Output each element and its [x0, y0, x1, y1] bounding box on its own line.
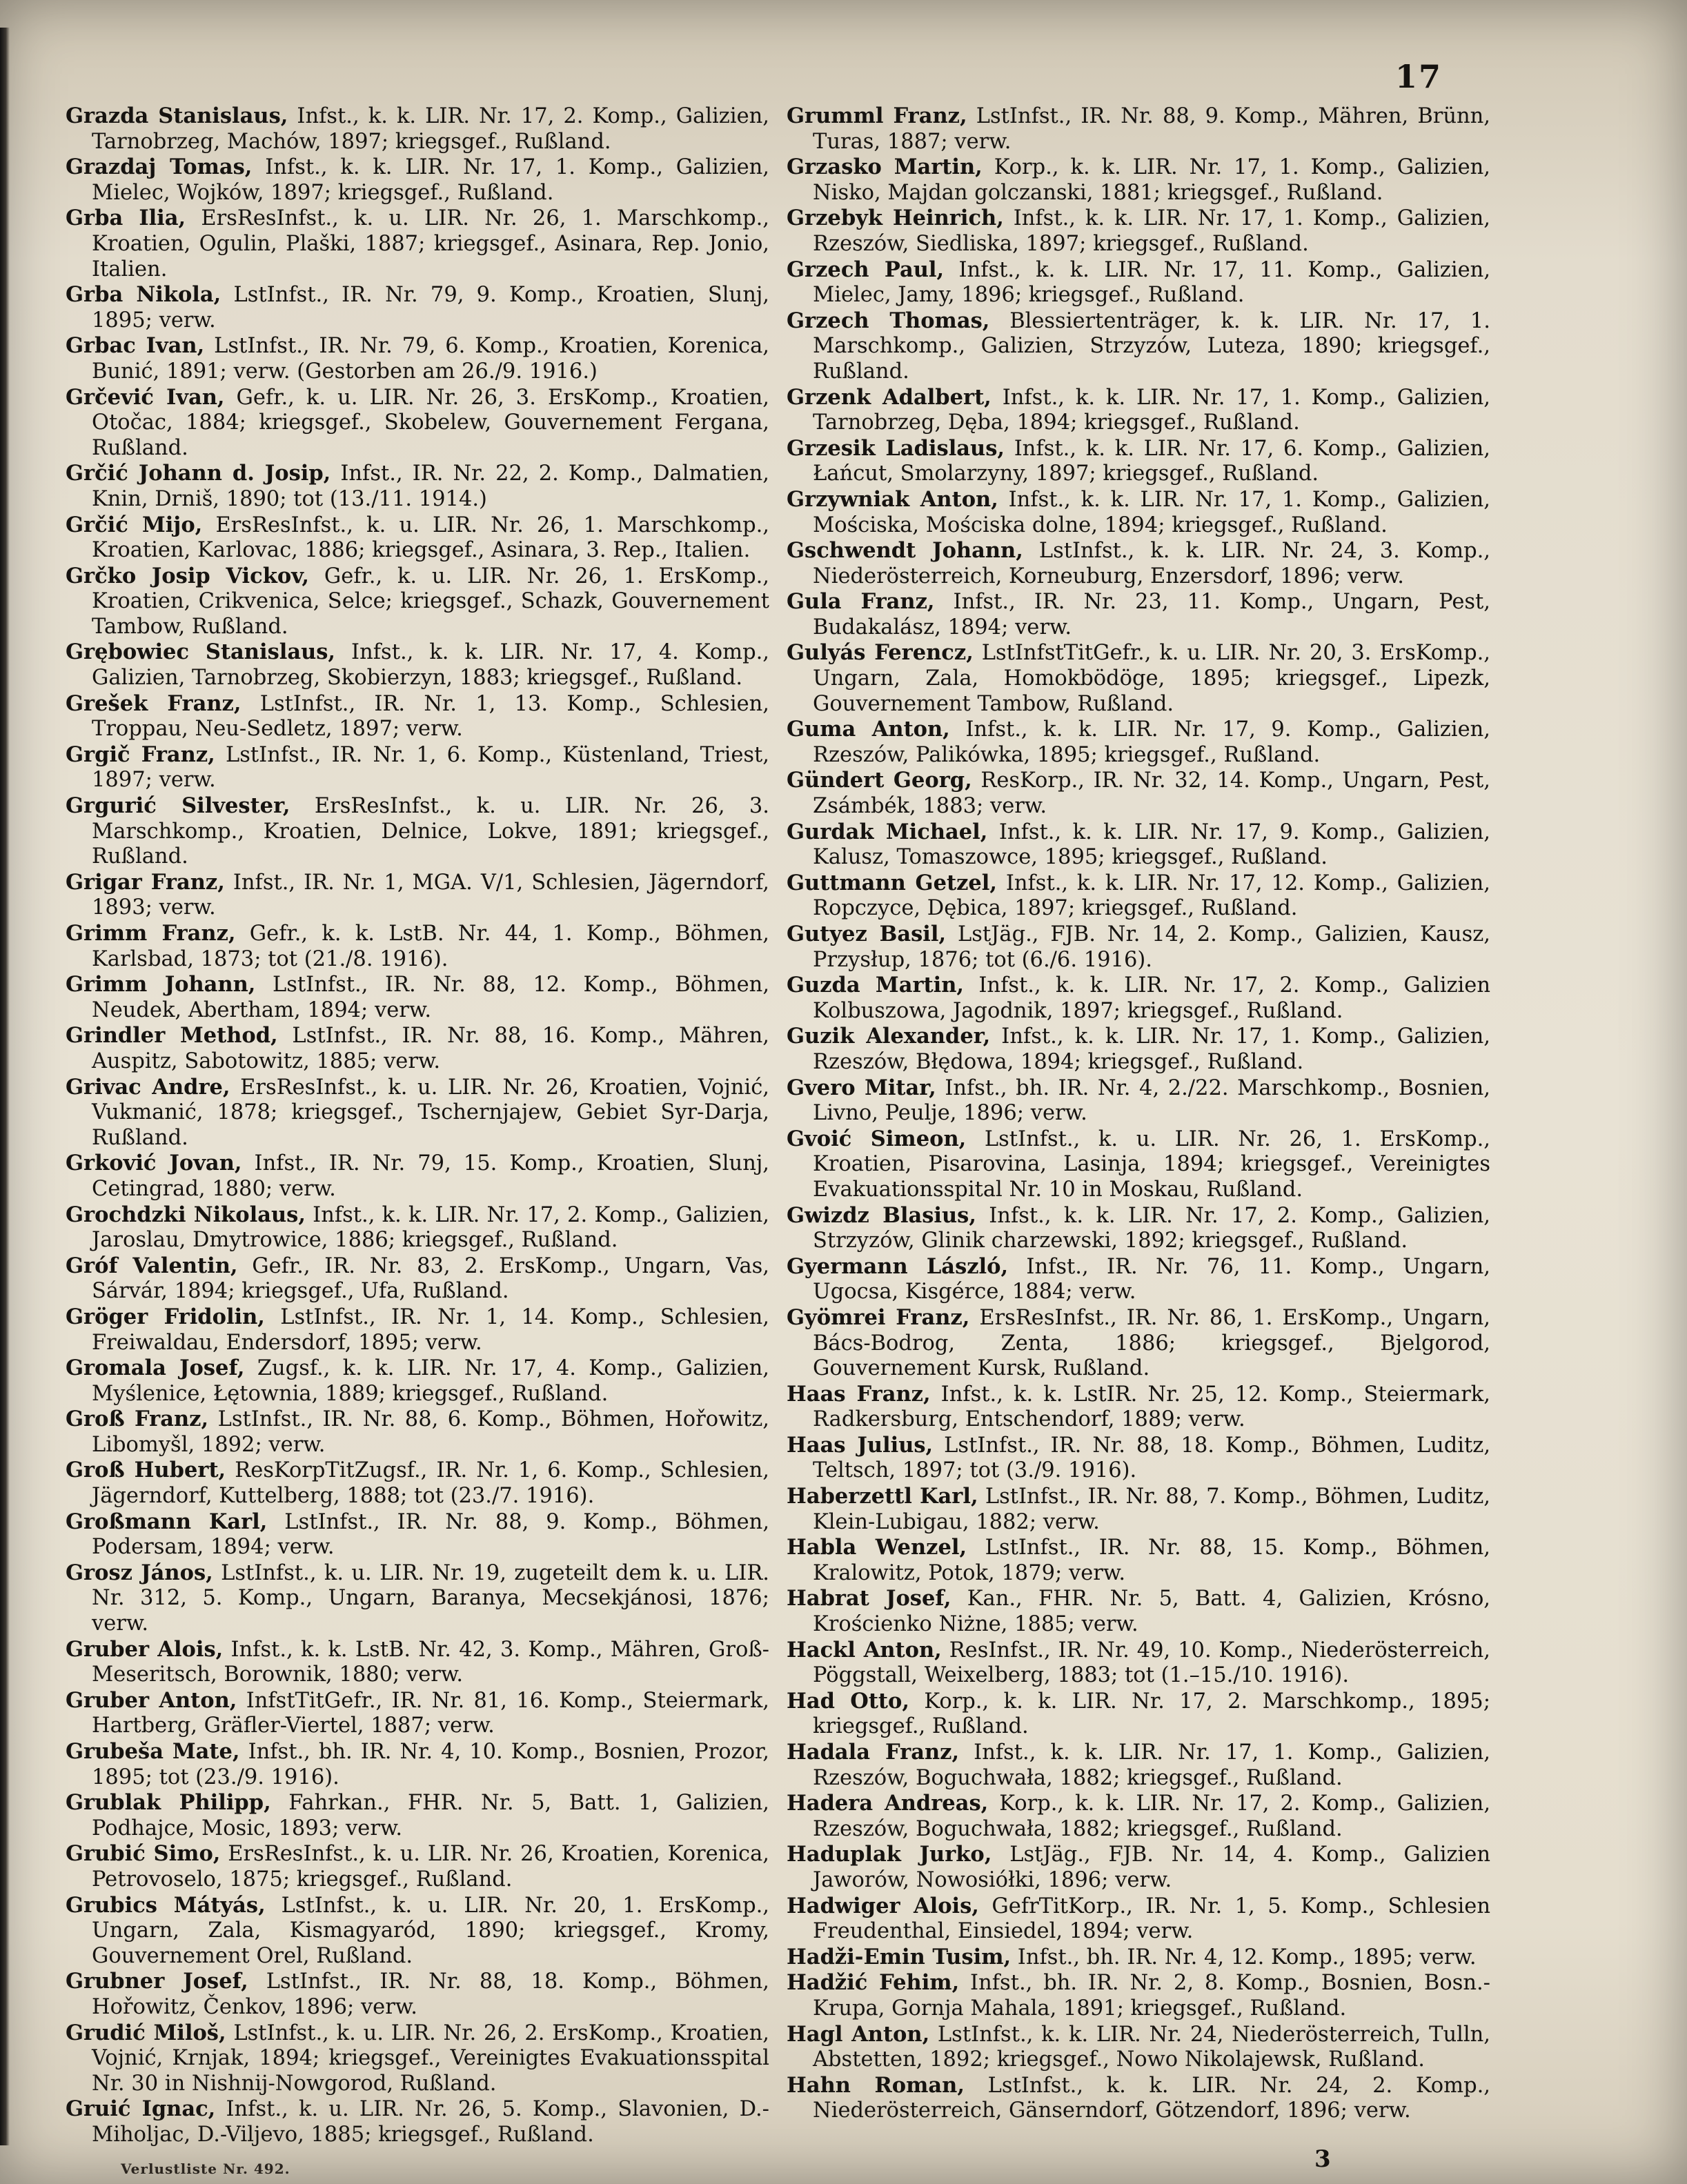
entry-details: ResInfst., IR. Nr. 49, 10. Komp., Niederösterreich, Pöggstall, Weixelberg, 1883; tot (1.–15./10. 1916). — [813, 1638, 1490, 1688]
list-entry — [787, 487, 1490, 538]
entry-details: Korp., k. k. LIR. Nr. 17, 2. Marschkomp., 1895; kriegsgef., Rußland. — [813, 1689, 1490, 1739]
entry-name: Grzasko Martin, — [787, 155, 983, 180]
entry-details: Infst., k. k. LIR. Nr. 17, 12. Komp., Galizien, Ropczyce, Dębica, 1897; kriegsgef., Rußland. — [813, 871, 1491, 921]
entry-name: Grzywniak Anton, — [787, 486, 998, 512]
entry-name: Grzenk Adalbert, — [787, 384, 992, 410]
entry-name: Gruber Alois, — [66, 1636, 224, 1662]
entry-details: ErsResInfst., k. u. LIR. Nr. 26, 1. Marschkomp., Kroatien, Ogulin, Plaški, 1887; kriegsgef., Asinara, Rep. Jonio, Italien. — [92, 206, 769, 281]
entry-name: Hagl Anton, — [787, 2021, 930, 2047]
list-entry — [787, 871, 1490, 922]
list-entry — [787, 820, 1490, 871]
entry-name: Grudić Miloš, — [66, 2020, 226, 2045]
entry-name: Grzebyk Heinrich, — [787, 206, 1004, 231]
entry-details: LstInfst., IR. Nr. 79, 9. Komp., Kroatien, Slunj, 1895; verw. — [92, 283, 769, 332]
list-entry — [787, 538, 1490, 589]
entry-name: Grindler Method, — [66, 1023, 278, 1049]
entry-name: Hadera Andreas, — [787, 1791, 989, 1816]
entry-details: Fahrkan., FHR. Nr. 5, Batt. 1, Galizien, Podhajce, Mosic, 1893; verw. — [92, 1791, 769, 1840]
list-entry — [66, 742, 769, 793]
entry-name: Guma Anton, — [787, 717, 950, 742]
list-entry — [787, 1254, 1490, 1305]
list-entry — [787, 922, 1490, 973]
entry-name: Gruber Anton, — [66, 1687, 237, 1713]
entry-details: Infst., IR. Nr. 22, 2. Komp., Dalmatien, Knin, Drniš, 1890; tot (13./11. 1914.) — [92, 461, 769, 511]
list-entry — [787, 1791, 1490, 1842]
list-entry — [787, 385, 1490, 436]
entry-details: Infst., IR. Nr. 23, 11. Komp., Ungarn, Pest, Budakalász, 1894; verw. — [813, 590, 1490, 639]
entry-name: Haberzettl Karl, — [787, 1484, 978, 1509]
entry-details: LstInfst., IR. Nr. 88, 9. Komp., Böhmen, Podersam, 1894; verw. — [92, 1509, 770, 1560]
list-entry — [787, 2073, 1490, 2124]
list-entry — [66, 1356, 769, 1407]
entry-details: Infst., k. k. LIR. Nr. 17, 9. Komp., Galizien, Rzeszów, Palikówka, 1895; kriegsgef., Rußland. — [813, 717, 1490, 767]
entry-name: Gschwendt Johann, — [787, 538, 1023, 564]
entry-name: Grazdaj Tomas, — [66, 155, 253, 180]
entry-details: LstInfst., IR. Nr. 79, 6. Komp., Kroatien, Korenica, Bunić, 1891; verw. (Gestorben am 26./9. 1916.) — [92, 334, 769, 384]
entry-name: Grzech Thomas, — [787, 308, 990, 333]
entry-name: Gündert Georg, — [787, 768, 972, 793]
list-entry — [66, 282, 769, 333]
entry-name: Gvero Mitar, — [787, 1075, 936, 1100]
list-entry — [66, 1407, 769, 1458]
list-entry — [66, 639, 769, 691]
list-entry — [66, 1637, 769, 1688]
list-entry — [66, 206, 769, 282]
list-entry — [66, 1893, 769, 1969]
list-entry — [66, 793, 769, 870]
entry-name: Grzech Paul, — [787, 257, 945, 282]
entry-details: Infst., k. k. LIR. Nr. 17, 1. Komp., Galizien, Mielec, Wojków, 1897; kriegsgef., Rußland. — [92, 155, 769, 205]
entry-details: Infst., bh. IR. Nr. 4, 2./22. Marschkomp., Bosnien, Livno, Peulje, 1896; verw. — [813, 1075, 1490, 1126]
list-entry — [66, 1841, 769, 1892]
entry-name: Hadžić Fehim, — [787, 1970, 960, 1996]
entry-details: LstInfst., IR. Nr. 88, 7. Komp., Böhmen, Luditz, Klein-Lubigau, 1882; verw. — [813, 1485, 1490, 1534]
entry-details: Infst., k. k. LIR. Nr. 17, 9. Komp., Galizien, Kalusz, Tomaszowce, 1895; kriegsgef., Rußland. — [813, 820, 1490, 870]
entry-details: Infst., k. k. LIR. Nr. 17, 4. Komp., Galizien, Tarnobrzeg, Skobierzyn, 1883; kriegsgef., Rußland. — [92, 640, 769, 691]
entry-name: Groß Hubert, — [66, 1458, 226, 1483]
entry-details: Gefr., k. u. LIR. Nr. 26, 3. ErsKomp., Kroatien, Otočac, 1884; kriegsgef., Skobelew, Gouvernement Fergana, Rußland. — [92, 385, 769, 460]
entry-details: Infst., k. k. LIR. Nr. 17, 1. Komp., Galizien, Rzeszów, Siedliska, 1897; kriegsgef., Rußland. — [813, 206, 1490, 256]
entry-details: Blessiertenträger, k. k. LIR. Nr. 17, 1. Marschkomp., Galizien, Strzyzów, Luteza, 1890; kriegsgef., Rußland. — [813, 308, 1490, 384]
list-entry — [66, 513, 769, 564]
list-entry — [787, 1689, 1490, 1740]
entry-name: Grgič Franz, — [66, 742, 215, 767]
entry-name: Grazda Stanislaus, — [66, 103, 288, 128]
entry-details: LstJäg., FJB. Nr. 14, 4. Komp., Galizien Jaworów, Nowosiółki, 1896; verw. — [813, 1843, 1490, 1892]
page-number: 17 — [1394, 58, 1442, 95]
list-entry — [66, 461, 769, 512]
entry-name: Haas Franz, — [787, 1381, 931, 1407]
list-entry — [787, 1842, 1490, 1893]
entry-name: Grubner Josef, — [66, 1969, 248, 1994]
list-entry — [787, 1586, 1490, 1637]
list-entry — [66, 921, 769, 972]
entry-name: Grumml Franz, — [787, 103, 967, 128]
entry-details: Korp., k. k. LIR. Nr. 17, 1. Komp., Galizien, Nisko, Majdan golczanski, 1881; kriegsgef., Rußland. — [813, 155, 1491, 205]
list-entry — [66, 1739, 769, 1790]
entry-details: ResKorpTitZugsf., IR. Nr. 1, 6. Komp., Schlesien, Jägerndorf, Kuttelberg, 1888; tot (23./7. 1916). — [92, 1458, 770, 1509]
entry-details: ErsResInfst., IR. Nr. 86, 1. ErsKomp., Ungarn, Bács-Bodrog, Zenta, 1886; kriegsgef., Bjelgorod, Gouvernement Kursk, Rußland. — [813, 1305, 1490, 1381]
list-entry — [66, 2096, 769, 2147]
entry-details: LstInfst., IR. Nr. 1, 13. Komp., Schlesien, Troppau, Neu-Sedletz, 1897; verw. — [92, 691, 769, 742]
entry-name: Gurdak Michael, — [787, 819, 988, 844]
entry-name: Grčić Mijo, — [66, 512, 203, 537]
entry-name: Had Otto, — [787, 1688, 909, 1714]
entry-name: Grimm Johann, — [66, 972, 256, 997]
entry-details: ErsResInfst., k. u. LIR. Nr. 26, Kroatien, Korenica, Petrovoselo, 1875; kriegsgef., Rußland. — [92, 1842, 769, 1892]
entry-details: Kan., FHR. Nr. 5, Batt. 4, Galizien, Krósno, Krościenko Niżne, 1885; verw. — [813, 1587, 1491, 1637]
list-entry — [787, 1075, 1490, 1126]
entry-name: Grgurić Silvester, — [66, 793, 290, 819]
entry-name: Gyermann László, — [787, 1253, 1009, 1279]
entry-name: Guzik Alexander, — [787, 1024, 991, 1049]
entry-name: Gröger Fridolin, — [66, 1304, 265, 1329]
list-entry — [66, 1458, 769, 1509]
list-entry — [787, 308, 1490, 385]
entry-name: Gulyás Ferencz, — [787, 640, 974, 666]
entry-details: LstInfst., k. k. LIR. Nr. 24, Niederösterreich, Tulln, Abstetten, 1892; kriegsgef., Nowo Nikolajewsk, Rußland. — [813, 2022, 1490, 2072]
list-entry — [787, 1126, 1490, 1203]
list-entry — [66, 155, 769, 206]
list-entry — [66, 1560, 769, 1637]
entry-details: ErsResInfst., k. u. LIR. Nr. 26, Kroatien, Vojnić, Vukmanić, 1878; kriegsgef., Tschernjajew, Gebiet Syr-Darja, Rußland. — [92, 1075, 769, 1150]
entry-details: Zugsf., k. k. LIR. Nr. 17, 4. Komp., Galizien, Myślenice, Łętownia, 1889; kriegsgef., Rußland. — [92, 1356, 769, 1406]
list-entry — [787, 1305, 1490, 1382]
entry-details: Infst., bh. IR. Nr. 4, 10. Komp., Bosnien, Prozor, 1895; tot (23./9. 1916). — [92, 1740, 769, 1789]
footer-signature: 3 — [1314, 2145, 1331, 2173]
entry-details: Infst., IR. Nr. 1, MGA. V/1, Schlesien, Jägerndorf, 1893; verw. — [92, 870, 769, 920]
entry-name: Grubeša Mate, — [66, 1739, 240, 1764]
entry-details: LstInfst., IR. Nr. 88, 18. Komp., Böhmen, Luditz, Teltsch, 1897; tot (3./9. 1916). — [813, 1433, 1491, 1483]
list-entry — [66, 1151, 769, 1202]
list-entry — [787, 2022, 1490, 2073]
list-entry — [787, 768, 1490, 819]
binding-edge — [0, 28, 10, 2145]
entry-details: ResKorp., IR. Nr. 32, 14. Komp., Ungarn, Pest, Zsámbék, 1883; verw. — [813, 768, 1491, 819]
entry-name: Großmann Karl, — [66, 1509, 268, 1534]
entry-name: Grković Jovan, — [66, 1151, 242, 1176]
entry-name: Guttmann Getzel, — [787, 870, 997, 895]
entry-name: Grębowiec Stanislaus, — [66, 639, 336, 665]
entry-details: Infst., IR. Nr. 79, 15. Komp., Kroatien, Slunj, Cetingrad, 1880; verw. — [92, 1151, 769, 1201]
entry-details: LstInfst., k. k. LIR. Nr. 24, 3. Komp., Niederösterreich, Korneuburg, Enzersdorf, 1896; verw. — [813, 539, 1490, 588]
entry-details: Gefr., IR. Nr. 83, 2. ErsKomp., Ungarn, Vas, Sárvár, 1894; kriegsgef., Ufa, Rußland. — [92, 1253, 769, 1304]
list-entry — [66, 1790, 769, 1841]
entry-details: Infst., k. k. LIR. Nr. 17, 2. Komp., Galizien, Strzyzów, Glinik charzewski, 1892; kriegsgef., Rußland. — [813, 1203, 1490, 1253]
entry-name: Grbac Ivan, — [66, 333, 205, 359]
list-entry — [787, 436, 1490, 487]
right-column — [787, 103, 1490, 2124]
entry-name: Gvoić Simeon, — [787, 1126, 967, 1151]
list-entry — [787, 1970, 1490, 2021]
entry-name: Hackl Anton, — [787, 1637, 942, 1662]
entry-details: ErsResInfst., k. u. LIR. Nr. 26, 3. Marschkomp., Kroatien, Delnice, Lokve, 1891; kriegsgef., Rußland. — [92, 794, 769, 869]
entry-details: LstInfst., IR. Nr. 88, 12. Komp., Böhmen, Neudek, Abertham, 1894; verw. — [92, 973, 770, 1022]
list-entry — [787, 155, 1490, 206]
entry-name: Grčko Josip Vickov, — [66, 563, 310, 588]
entry-details: Infst., k. k. LIR. Nr. 17, 1. Komp., Galizien, Mościska, Mościska dolne, 1894; kriegsgef., Rußland. — [813, 487, 1490, 537]
entry-details: LstInfst., IR. Nr. 88, 9. Komp., Mähren, Brünn, Turas, 1887; verw. — [813, 104, 1491, 154]
entry-name: Habla Wenzel, — [787, 1535, 967, 1560]
list-entry — [66, 1688, 769, 1739]
list-entry — [66, 103, 769, 155]
entry-details: LstInfst., k. u. LIR. Nr. 26, 1. ErsKomp., Kroatien, Pisarovina, Lasinja, 1894; kriegsgef., Vereinigtes Evakuationsspital Nr. 10 in Moskau, Rußland. — [813, 1126, 1490, 1202]
entry-name: Groß Franz, — [66, 1407, 209, 1432]
list-entry — [66, 1304, 769, 1356]
entry-name: Grosz János, — [66, 1560, 213, 1585]
list-entry — [787, 1638, 1490, 1689]
entry-details: Infst., k. k. LIR. Nr. 17, 6. Komp., Galizien, Łańcut, Smolarzyny, 1897; kriegsgef., Rußland. — [813, 436, 1490, 486]
entry-name: Grešek Franz, — [66, 691, 241, 716]
list-entry — [66, 1253, 769, 1304]
list-entry — [66, 1075, 769, 1151]
entry-details: Infst., k. k. LIR. Nr. 17, 1. Komp., Galizien, Rzeszów, Boguchwała, 1882; kriegsgef., Rußland. — [813, 1740, 1490, 1790]
list-entry — [787, 1535, 1490, 1586]
entry-details: LstInfst., k. k. LIR. Nr. 24, 2. Komp., Niederösterreich, Gänserndorf, Götzendorf, 1896; verw. — [813, 2073, 1490, 2123]
entry-name: Grčević Ivan, — [66, 384, 225, 410]
entry-details: Infst., k. k. LstB. Nr. 42, 3. Komp., Mähren, Groß-Meseritsch, Borownik, 1880; verw. — [92, 1637, 769, 1687]
entry-name: Grzesik Ladislaus, — [787, 435, 1005, 461]
entry-details: Infst., k. k. LIR. Nr. 17, 1. Komp., Galizien, Tarnobrzeg, Dęba, 1894; kriegsgef., Rußland. — [813, 385, 1490, 435]
entry-details: Infst., k. k. LIR. Nr. 17, 2. Komp., Galizien Kolbuszowa, Jagodnik, 1897; kriegsgef., Rußland. — [813, 973, 1490, 1023]
entry-details: Infst., k. k. LstIR. Nr. 25, 12. Komp., Steiermark, Radkersburg, Entschendorf, 1889; verw. — [813, 1382, 1490, 1432]
entry-details: LstInfst., IR. Nr. 1, 6. Komp., Küstenland, Triest, 1897; verw. — [92, 742, 770, 793]
entry-details: LstInfstTitGefr., k. u. LIR. Nr. 20, 3. ErsKomp., Ungarn, Zala, Homokbödöge, 1895; kriegsgef., Lipezk, Gouvernement Tambow, Rußland. — [813, 641, 1490, 716]
left-column — [66, 103, 769, 2148]
list-entry — [787, 640, 1490, 717]
list-entry — [787, 206, 1490, 257]
entry-name: Grubić Simo, — [66, 1841, 221, 1867]
entry-name: Grčić Johann d. Josip, — [66, 461, 331, 486]
entry-details: LstInfst., k. u. LIR. Nr. 19, zugeteilt dem k. u. LIR. Nr. 312, 5. Komp., Ungarn, Baranya, Mecsekjánosi, 1876; verw. — [92, 1560, 769, 1636]
entry-details: LstInfst., k. u. LIR. Nr. 20, 1. ErsKomp., Ungarn, Zala, Kismagyaród, 1890; kriegsgef., Kromy, Gouvernement Orel, Rußland. — [92, 1893, 770, 1968]
entry-name: Guzda Martin, — [787, 973, 964, 998]
entry-name: Gutyez Basil, — [787, 922, 947, 946]
entry-name: Grochdzki Nikolaus, — [66, 1202, 306, 1227]
entry-details: Korp., k. k. LIR. Nr. 17, 2. Komp., Galizien, Rzeszów, Boguchwała, 1882; kriegsgef., Rußland. — [813, 1791, 1491, 1841]
list-entry — [66, 1509, 769, 1560]
list-entry — [66, 1969, 769, 2020]
list-entry — [787, 589, 1490, 640]
footer-list-number: Verlustliste Nr. 492. — [121, 2161, 290, 2177]
list-entry — [787, 1945, 1490, 1971]
entry-name: Grubics Mátyás, — [66, 1892, 266, 1918]
entry-details: ErsResInfst., k. u. LIR. Nr. 26, 1. Marschkomp., Kroatien, Karlovac, 1886; kriegsgef., Asinara, 3. Rep., Italien. — [92, 513, 770, 563]
list-entry — [787, 1740, 1490, 1791]
entry-details: Infst., k. k. LIR. Nr. 17, 1. Komp., Galizien, Rzeszów, Błędowa, 1894; kriegsgef., Rußland. — [813, 1024, 1490, 1074]
entry-details: Infst., k. k. LIR. Nr. 17, 11. Komp., Galizien, Mielec, Jamy, 1896; kriegsgef., Rußland. — [813, 257, 1491, 308]
entry-name: Gróf Valentin, — [66, 1253, 238, 1278]
list-entry — [787, 1433, 1490, 1484]
entry-name: Grigar Franz, — [66, 869, 225, 895]
entry-name: Grba Nikola, — [66, 282, 221, 308]
list-entry — [787, 1024, 1490, 1075]
list-entry — [787, 717, 1490, 768]
entry-details: Infst., bh. IR. Nr. 4, 12. Komp., 1895; verw. — [1011, 1945, 1477, 1969]
list-entry — [66, 2021, 769, 2097]
list-entry — [66, 691, 769, 742]
entry-details: Infst., k. k. LIR. Nr. 17, 2. Komp., Galizien, Jaroslau, Dmytrowice, 1886; kriegsgef., Rußland. — [92, 1202, 769, 1253]
entry-details: LstInfst., k. u. LIR. Nr. 26, 2. ErsKomp., Kroatien, Vojnić, Krnjak, 1894; kriegsgef., Vereinigtes Evakuationsspital Nr. 30 in Nishnij-Nowgorod, Rußland. — [92, 2021, 769, 2096]
entry-name: Gwizdz Blasius, — [787, 1202, 976, 1228]
list-entry — [787, 1382, 1490, 1433]
entry-name: Grublak Philipp, — [66, 1790, 271, 1816]
entry-name: Gromala Josef, — [66, 1356, 245, 1381]
entry-name: Grivac Andre, — [66, 1074, 230, 1100]
entry-details: LstInfst., IR. Nr. 88, 6. Komp., Böhmen, Hořowitz, Libomyšl, 1892; verw. — [92, 1407, 769, 1457]
entry-details: GefrTitKorp., IR. Nr. 1, 5. Komp., Schlesien Freudenthal, Einsiedel, 1894; verw. — [813, 1894, 1490, 1944]
list-entry — [66, 385, 769, 461]
entry-details: Infst., k. u. LIR. Nr. 26, 5. Komp., Slavonien, D.-Miholjac, D.-Viljevo, 1885; kriegsgef., Rußland. — [92, 2097, 769, 2147]
entry-name: Hadwiger Alois, — [787, 1893, 979, 1918]
list-entry — [787, 973, 1490, 1024]
entry-details: LstInfst., IR. Nr. 88, 18. Komp., Böhmen, Hořowitz, Čenkov, 1896; verw. — [92, 1969, 769, 2019]
entry-name: Gyömrei Franz, — [787, 1304, 970, 1330]
entry-name: Haas Julius, — [787, 1432, 934, 1458]
entry-name: Hahn Roman, — [787, 2072, 965, 2098]
entry-name: Hadži-Emin Tusim, — [787, 1944, 1012, 1969]
list-entry — [787, 257, 1490, 308]
entry-details: LstInfst., IR. Nr. 1, 14. Komp., Schlesien, Freiwaldau, Endersdorf, 1895; verw. — [92, 1304, 769, 1355]
list-entry — [66, 333, 769, 384]
list-entry — [66, 972, 769, 1023]
entry-name: Habrat Josef, — [787, 1586, 951, 1611]
list-entry — [787, 103, 1490, 155]
entry-details: Gefr., k. u. LIR. Nr. 26, 1. ErsKomp., Kroatien, Crikvenica, Selce; kriegsgef., Schazk, Gouvernement Tambow, Rußland. — [92, 564, 769, 639]
list-entry — [66, 564, 769, 640]
entry-details: Infst., bh. IR. Nr. 2, 8. Komp., Bosnien, Bosn.-Krupa, Gornja Mahala, 1891; kriegsgef., Rußland. — [813, 1971, 1490, 2021]
entry-name: Gruić Ignac, — [66, 2096, 216, 2122]
entry-details: Infst., IR. Nr. 76, 11. Komp., Ungarn, Ugocsa, Kisgérce, 1884; verw. — [813, 1254, 1490, 1304]
entry-details: Infst., k. k. LIR. Nr. 17, 2. Komp., Galizien, Tarnobrzeg, Machów, 1897; kriegsgef., Rußland. — [92, 104, 769, 154]
list-entry — [66, 1202, 769, 1253]
list-entry — [66, 870, 769, 921]
entry-name: Hadala Franz, — [787, 1740, 960, 1765]
entry-details: LstJäg., FJB. Nr. 14, 2. Komp., Galizien, Kausz, Przysłup, 1876; tot (6./6. 1916). — [813, 922, 1490, 972]
entry-name: Grba Ilia, — [66, 206, 186, 231]
list-entry — [66, 1023, 769, 1074]
entry-details: Gefr., k. k. LstB. Nr. 44, 1. Komp., Böhmen, Karlsbad, 1873; tot (21./8. 1916). — [92, 922, 770, 971]
entry-details: LstInfst., IR. Nr. 88, 16. Komp., Mähren, Auspitz, Sabotowitz, 1885; verw. — [92, 1024, 769, 1073]
entry-details: InfstTitGefr., IR. Nr. 81, 16. Komp., Steiermark, Hartberg, Gräfler-Viertel, 1887; verw. — [92, 1688, 770, 1738]
list-entry — [787, 1203, 1490, 1254]
entry-name: Haduplak Jurko, — [787, 1842, 992, 1867]
entry-name: Grimm Franz, — [66, 921, 236, 946]
list-entry — [787, 1484, 1490, 1535]
list-entry — [787, 1894, 1490, 1945]
entry-name: Gula Franz, — [787, 589, 935, 615]
entry-details: LstInfst., IR. Nr. 88, 15. Komp., Böhmen, Kralowitz, Potok, 1879; verw. — [813, 1536, 1491, 1585]
